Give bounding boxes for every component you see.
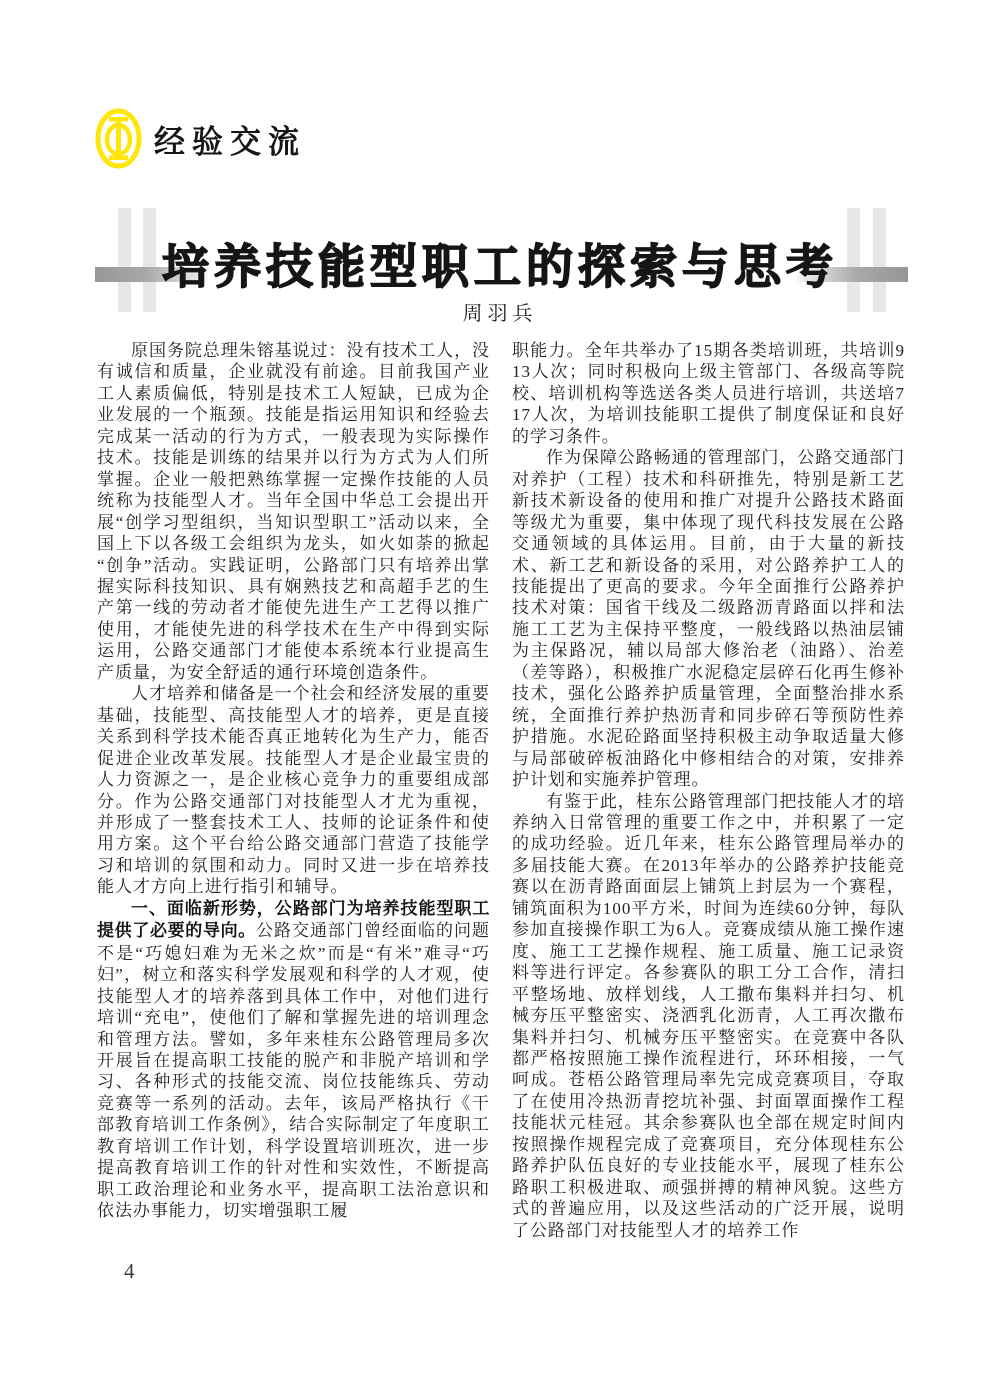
article-title: 培养技能型职工的探索与思考 xyxy=(162,240,838,295)
title-block xyxy=(0,200,1000,335)
section-heading: 一、面临新形势，公路部门为培养技能型职工提供了必要的导向。 xyxy=(97,898,490,942)
paragraph: 人才培养和储备是一个社会和经济发展的重要基础，技能型、高技能型人才的培养，更是直接关系到科学技术能否真正地转化为生产力，能否促进企业改革发展。技能型人才是企业最宝贵的人力资源之一，是企业核心竞争力的重要组成部分。作为公路交通部门对技能型人才尤为重视，并形成了一整套技术工人、技师的论证条件和使用方案。这个平台给公路交通部门营造了技能学习和培训的氛围和动力。同时又进一步在培养技能人才方向上进行指引和辅导。 xyxy=(97,684,490,897)
column-right xyxy=(512,340,905,1240)
trade-union-emblem-icon xyxy=(95,108,142,169)
article-author: 周羽兵 xyxy=(462,303,538,325)
section-header xyxy=(95,108,306,169)
section-label: 经验交流 xyxy=(154,123,306,161)
paragraph: 有鉴于此，桂东公路管理部门把技能人才的培养纳入日常管理的重要工作之中，并积累了一定的成功经验。近几年来，桂东公路管理局举办的多届技能大赛。在2013年举办的公路养护技能竞赛以在沥青路面面层上铺筑上封层为一个赛程，铺筑面积为100平方米，时间为连续60分钟，每队参加直接操作职工为6人。竞赛成绩从施工操作速度、施工工艺操作规程、施工质量、施工记录资料等进行评定。各参赛队的职工分工合作，清扫平整场地、放样划线，人工撒布集料并扫匀、机械夯压平整密实、浇洒乳化沥青，人工再次撒布集料并扫匀、机械夯压平整密实。在竞赛中各队都严格按照施工操作流程进行，环环相接，一气呵成。苍梧公路管理局率先完成竞赛项目，夺取了在使用冷热沥青挖坑补强、封面罩面操作工程技能状元桂冠。其余参赛队也全部在规定时间内按照操作规程完成了竞赛项目，充分体现桂东公路养护队伍良好的专业技能水平，展现了桂东公路职工积极进取、顽强拼搏的精神风貌。这些方式的普遍应用，以及这些活动的广泛开展，说明了公路部门对技能型人才的培养工作 xyxy=(512,791,905,1240)
column-left xyxy=(97,340,490,1235)
article-body xyxy=(97,340,905,1240)
paragraph: 作为保障公路畅通的管理部门，公路交通部门对养护（工程）技术和科研推先，特别是新工艺新技术新设备的使用和推广对提升公路技术路面等级尤为重要，集中体现了现代科技发展在公路交通领域的具体运用。目前，由于大量的新技术、新工艺和新设备的采用，对公路养护工人的技能提出了更高的要求。今年全面推行公路养护技术对策：国省干线及二级路沥青路面以拌和法施工工艺为主保持平整度，一般线路以热油层铺为主保路况，辅以局部大修治老（油路）、治差（差等路），积极推广水泥稳定层碎石化再生修补技术，强化公路养护质量管理，全面整治排水系统，全面推行养护热沥青和同步碎石等预防性养护措施。水泥砼路面坚持积极主动争取适量大修与局部破碎板油路化中修相结合的对策，安排养护计划和实施养护管理。 xyxy=(512,448,905,790)
page-number: 4 xyxy=(124,1259,135,1283)
paragraph: 职能力。全年共举办了15期各类培训班，共培训913人次；同时积极向上级主管部门、各级高等院校、培训机构等选送各类人员进行培训，共送培717人次，为培训技能职工提供了制度保证和良好的学习条件。 xyxy=(512,341,905,446)
paragraph: 原国务院总理朱镕基说过：没有技术工人，没有诚信和质量，企业就没有前途。目前我国产业工人素质偏低，特别是技术工人短缺，已成为企业发展的一个瓶颈。技能是指运用知识和经验去完成某一活动的行为方式，一般表现为实际操作技术。技能是训练的结果并以行为方式为人们所掌握。企业一般把熟练掌握一定操作技能的人员统称为技能型人才。当年全国中华总工会提出开展“创学习型组织，当知识型职工”活动以来，全国上下以各级工会组织为龙头，如火如荼的掀起“创争”活动。实践证明，公路部门只有培养出掌握实际科技知识、具有娴熟技艺和高超手艺的生产第一线的劳动者才能使先进生产工艺得以推广使用，才能使先进的科学技术在生产中得到实际运用，公路交通部门才能使本系统本行业提高生产质量，为安全舒适的通行环境创造条件。 xyxy=(97,341,490,682)
paragraph: 一、面临新形势，公路部门为培养技能型职工提供了必要的导向。公路交通部门曾经面临的问题不是“巧媳妇难为无米之炊”而是“有米”难寻“巧妇”，树立和落实科学发展观和科学的人才观，使技能型人才的培养落到具体工作中，对他们进行培训“充电”，使他们了解和掌握先进的培训理念和管理方法。譬如，多年来桂东公路管理局多次开展旨在提高职工技能的脱产和非脱产培训和学习、各种形式的技能交流、岗位技能练兵、劳动竞赛等一系列的活动。去年，该局严格执行《干部教育培训工作条例》，结合实际制定了年度职工教育培训工作计划，科学设置培训班次，进一步提高教育培训工作的针对性和实效性，不断提高职工政治理论和业务水平，提高职工法治意识和依法办事能力，切实增强职工履 xyxy=(97,898,490,1221)
